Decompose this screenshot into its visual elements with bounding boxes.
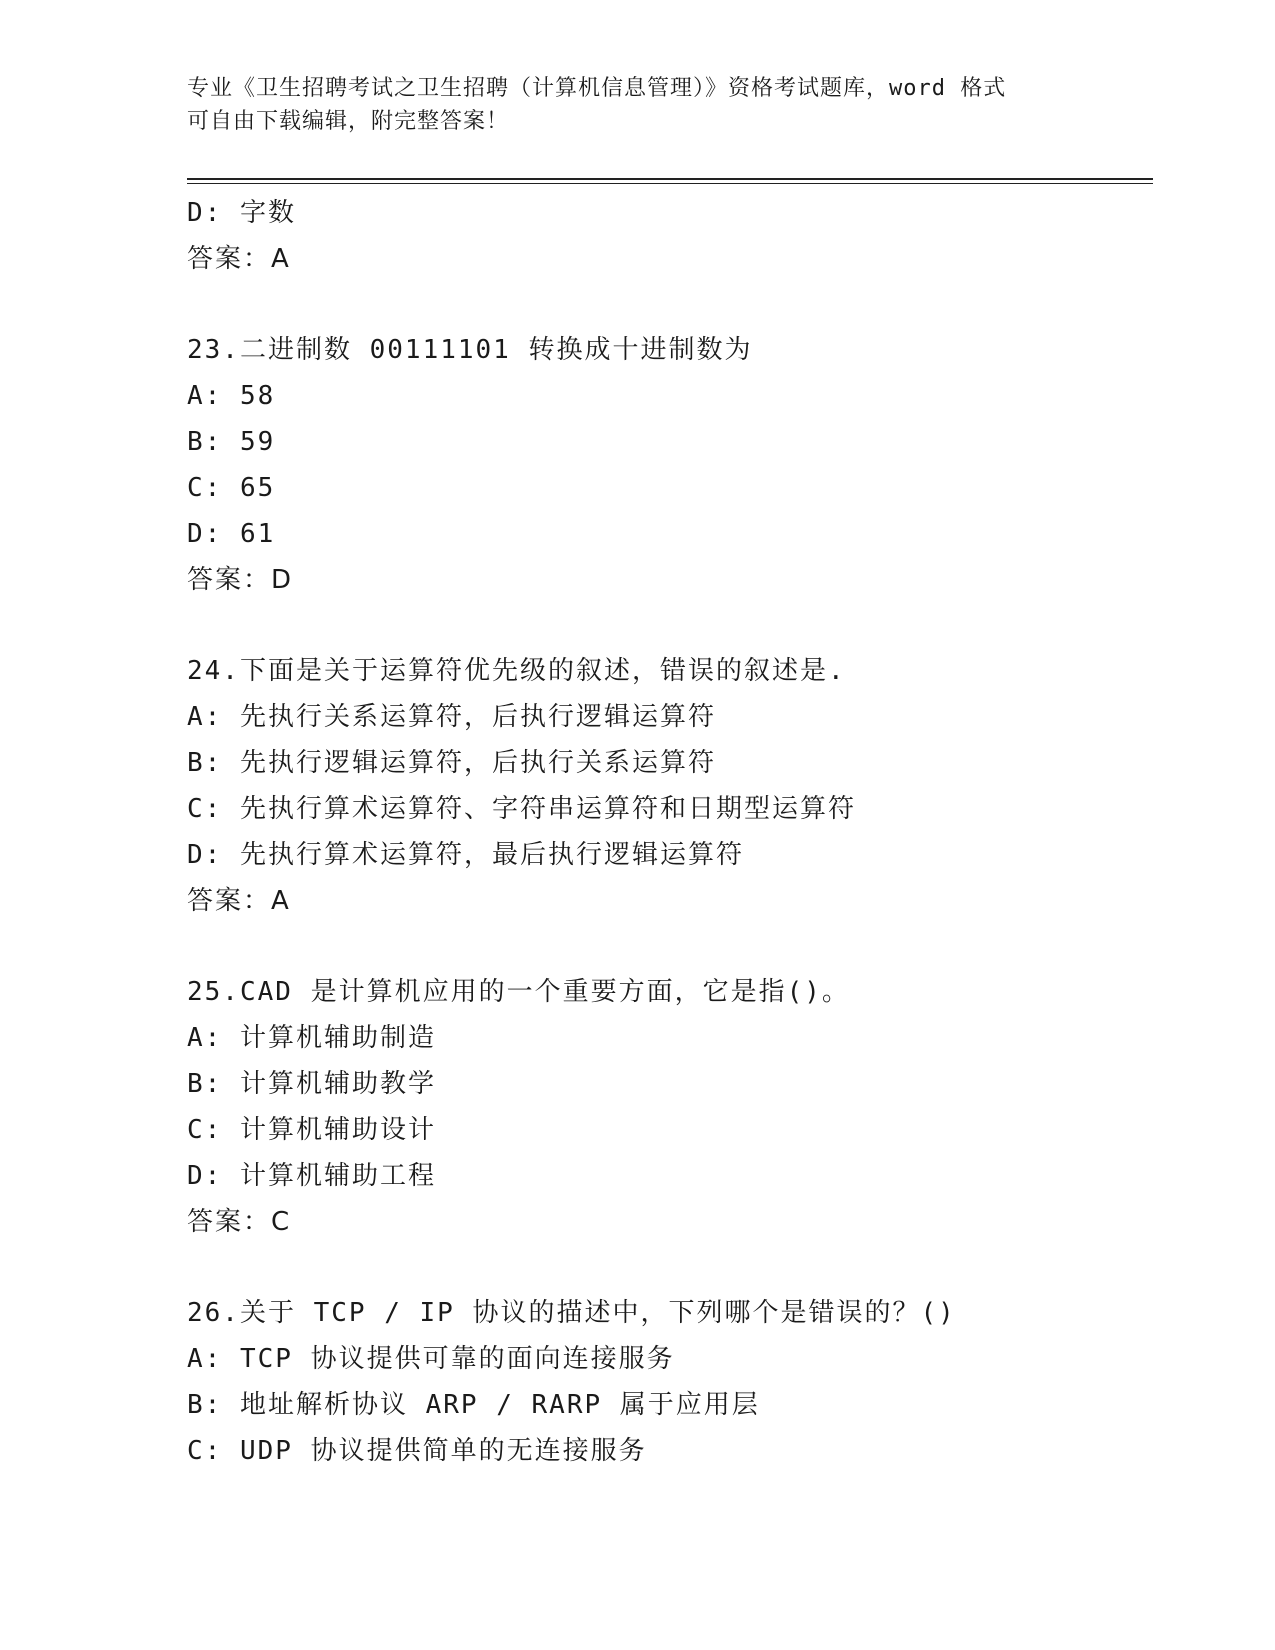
option-d: D: 61	[187, 519, 276, 549]
option-b: B: 59	[187, 427, 276, 457]
option-c: C: UDP 协议提供简单的无连接服务	[187, 1436, 647, 1466]
document-header	[187, 72, 1087, 138]
option-c: C: 计算机辅助设计	[187, 1115, 436, 1145]
question-stem: 23.二进制数 00111101 转换成十进制数为	[187, 335, 753, 365]
option-d: D: 先执行算术运算符，最后执行逻辑运算符	[187, 840, 744, 870]
option-b: B: 计算机辅助教学	[187, 1069, 436, 1099]
question-block-24	[187, 648, 1153, 924]
header-title-line: 专业《卫生招聘考试之卫生招聘（计算机信息管理）》资格考试题库，word 格式	[187, 76, 1007, 101]
option-c: C: 65	[187, 473, 276, 503]
header-divider-thin	[187, 183, 1153, 184]
option-b: B: 先执行逻辑运算符，后执行关系运算符	[187, 748, 716, 778]
question-block-25	[187, 969, 1153, 1245]
option-d: D: 字数	[187, 198, 296, 228]
question-stem: 25.CAD 是计算机应用的一个重要方面，它是指()。	[187, 977, 850, 1007]
question-list	[187, 190, 1153, 1474]
answer-line: 答案：C	[187, 1207, 292, 1237]
question-block-23	[187, 327, 1153, 603]
option-a: A: 58	[187, 381, 276, 411]
option-a: A: TCP 协议提供可靠的面向连接服务	[187, 1344, 675, 1374]
option-d: D: 计算机辅助工程	[187, 1161, 436, 1191]
question-stem: 26.关于 TCP / IP 协议的描述中，下列哪个是错误的？()	[187, 1298, 956, 1328]
option-a: A: 计算机辅助制造	[187, 1023, 436, 1053]
question-block-26	[187, 1290, 1153, 1474]
option-a: A: 先执行关系运算符，后执行逻辑运算符	[187, 702, 716, 732]
header-subtitle-line: 可自由下载编辑，附完整答案！	[187, 109, 510, 134]
option-c: C: 先执行算术运算符、字符串运算符和日期型运算符	[187, 794, 856, 824]
question-stem: 24.下面是关于运算符优先级的叙述，错误的叙述是.	[187, 656, 846, 686]
answer-line: 答案：D	[187, 565, 294, 595]
answer-line: 答案：A	[187, 886, 291, 916]
question-block-22-tail	[187, 190, 1153, 282]
answer-line: 答案：A	[187, 244, 291, 274]
option-b: B: 地址解析协议 ARP / RARP 属于应用层	[187, 1390, 760, 1420]
header-divider	[187, 178, 1153, 180]
